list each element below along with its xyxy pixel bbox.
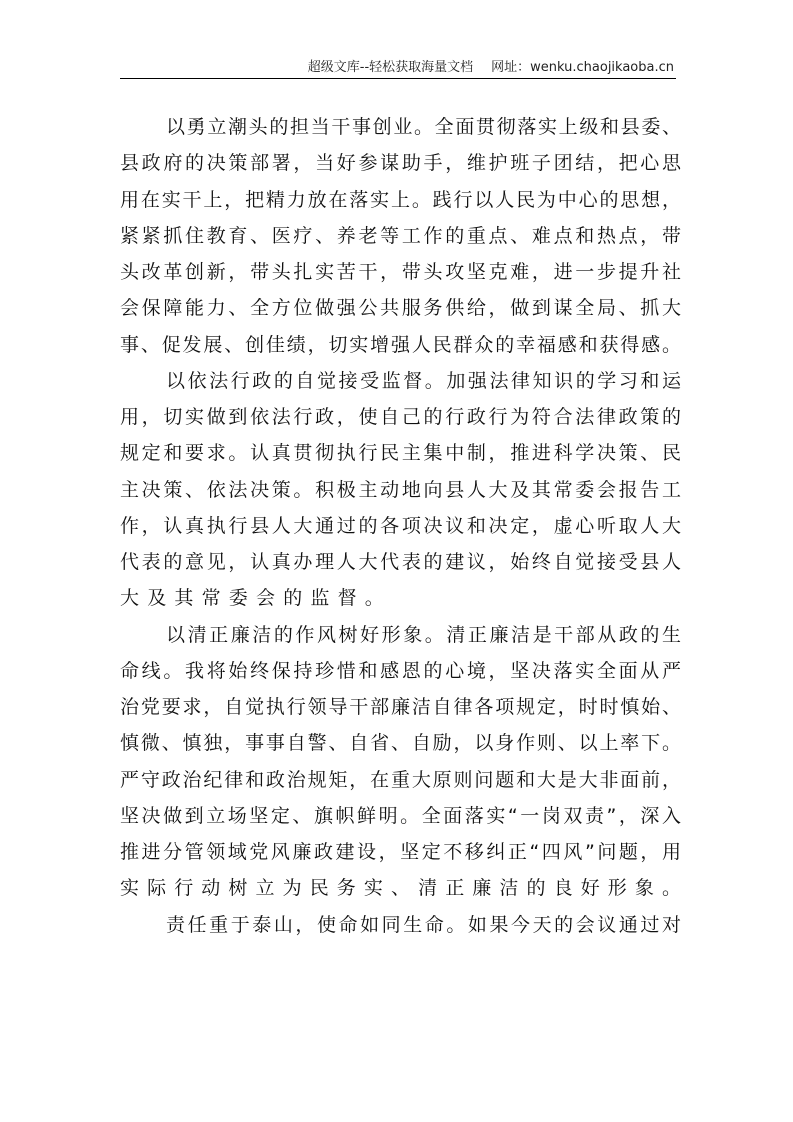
text-line: 用在实干上，把精力放在落实上。践行以人民为中心的思想， [120,188,681,211]
paragraph [120,109,681,363]
paragraph [120,907,681,943]
text-line: 会保障能力、全方位做强公共服务供给，做到谋全局、抓大 [120,297,681,320]
text-line: 作，认真执行县人大通过的各项决议和决定，虚心听取人大 [120,514,681,537]
text-line: 以清正廉洁的作风树好形象。清正廉洁是干部从政的生 [166,623,681,646]
text-line: 用，切实做到依法行政，使自己的行政行为符合法律政策的 [120,406,681,428]
text-line: 以勇立潮头的担当干事创业。全面贯彻落实上级和县委、 [166,116,681,138]
text-line: 事、促发展、创佳绩，切实增强人民群众的幸福感和获得感。 [120,333,681,356]
document-body [120,109,681,943]
text-line: 紧紧抓住教育、医疗、养老等工作的重点、难点和热点，带 [120,224,681,247]
text-line: 责任重于泰山，使命如同生命。如果今天的会议通过对 [166,913,681,936]
paragraph [120,363,681,617]
text-line: 坚决做到立场坚定、旗帜鲜明。全面落实“一岗双责”，深入 [120,804,681,827]
header-site-name: 超级文库--轻松获取海量文档 [307,60,474,75]
text-line: 县政府的决策部署，当好参谋助手，维护班子团结，把心思 [120,152,681,175]
text-line: 慎微、慎独，事事自警、自省、自励，以身作则、以上率下。 [120,732,681,755]
text-line: 以依法行政的自觉接受监督。加强法律知识的学习和运 [166,369,681,392]
text-line: 大及其常委会的监督。 [120,587,393,610]
text-line: 治党要求，自觉执行领导干部廉洁自律各项规定，时时慎始、 [120,696,681,718]
text-line: 规定和要求。认真贯彻执行民主集中制，推进科学决策、民 [120,442,681,465]
text-line: 代表的意见，认真办理人大代表的建议，始终自觉接受县人 [120,551,681,573]
text-line: 命线。我将始终保持珍惜和感恩的心境，坚决落实全面从严 [120,659,681,682]
header-url[interactable]: 网址：wenku.chaojikaoba.cn [491,60,674,75]
header-divider [120,78,676,79]
text-line: 推进分管领域党风廉政建设，坚定不移纠正“四风”问题，用 [120,841,681,863]
text-line: 严守政治纪律和政治规矩，在重大原则问题和大是大非面前， [120,768,681,791]
text-line: 头改革创新，带头扎实苦干，带头攻坚克难，进一步提升社 [120,261,681,283]
text-line: 主决策、依法决策。积极主动地向县人大及其常委会报告工 [120,478,681,501]
page-header [120,56,674,75]
text-line: 实际行动树立为民务实、清正廉洁的良好形象。 [120,877,681,900]
paragraph [120,617,681,907]
